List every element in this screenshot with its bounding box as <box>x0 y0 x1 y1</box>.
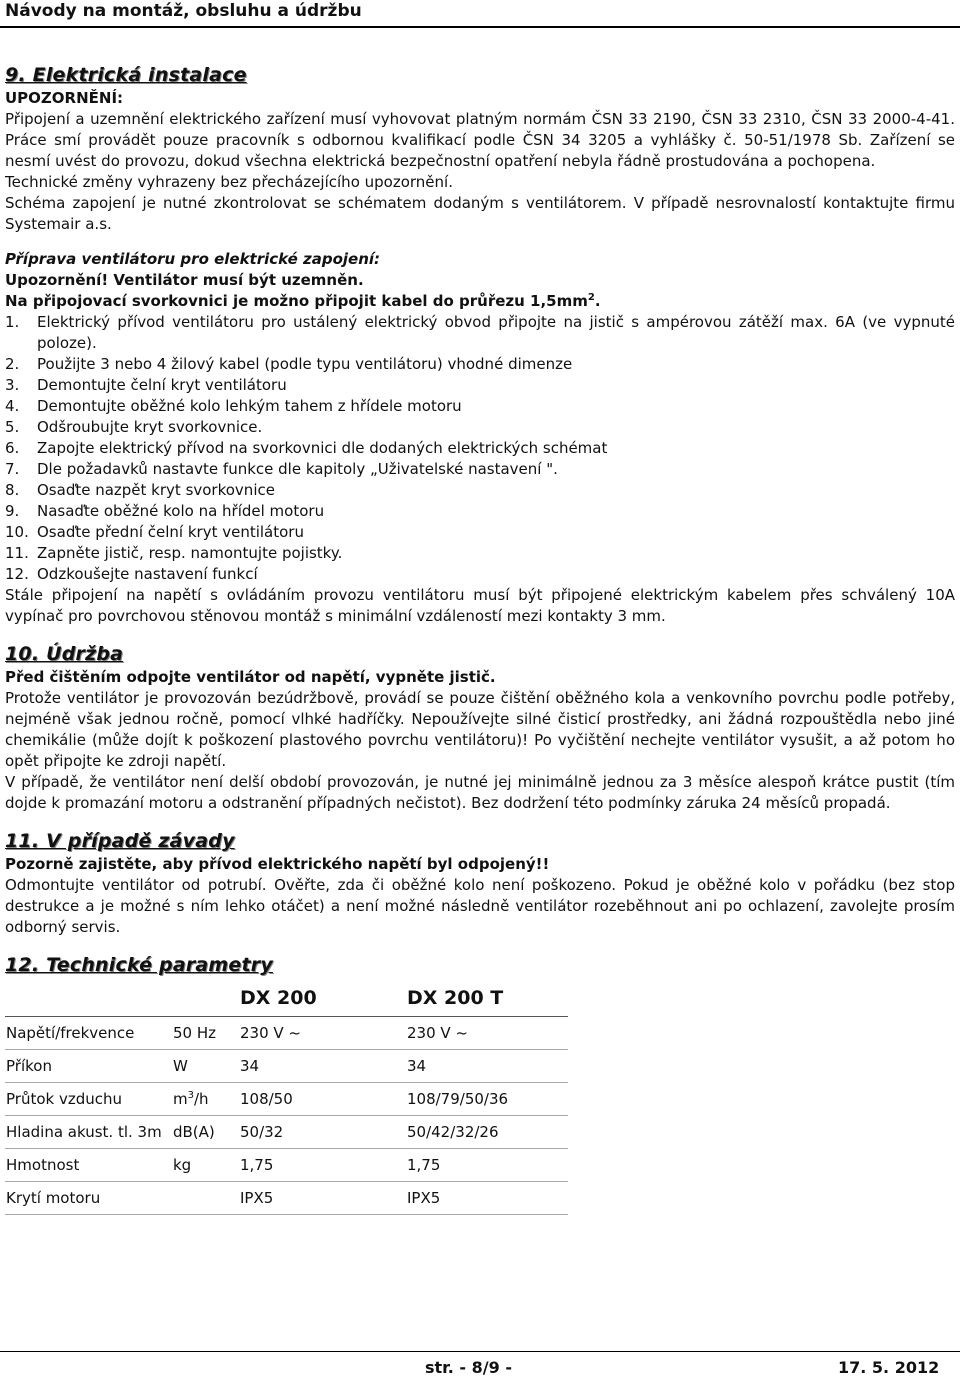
row-label: Příkon <box>5 1050 172 1083</box>
list-item-number: 8. <box>5 481 20 499</box>
value-dx200: IPX5 <box>239 1182 406 1215</box>
list-item-text: Dle požadavků nastavte funkce dle kapitoly „Uživatelské nastavení ". <box>37 460 558 478</box>
section-10-paragraph-1: Protože ventilátor je provozován bezúdržbově, provádí se pouze čištění oběžného kola a venkovního povrchu podle potřeby, nejméně však jednou ročně, pomocí vlhké hadříčky. Nepoužívejte silné čisticí prostředky, ani žádná rozpouštědla nebo jiné chemikálie (může dojít k poškození plastového povrchu ventilátoru)! Po vyčištění nechejte ventilátor vysušit, a až potom ho opět připojte ke zdroji napětí. <box>5 689 955 770</box>
footer-rule <box>0 1351 960 1352</box>
list-item <box>5 501 955 522</box>
value-dx200t: 34 <box>406 1050 568 1083</box>
table-row <box>5 1116 568 1149</box>
value-dx200: 1,75 <box>239 1149 406 1182</box>
warning-heading: UPOZORNĚNÍ: <box>5 89 124 107</box>
section-12-title: 12. Technické parametry <box>5 954 273 976</box>
value-dx200t: 230 V ~ <box>406 1017 568 1050</box>
value-dx200: 34 <box>239 1050 406 1083</box>
list-item-number: 12. <box>5 565 29 583</box>
list-item-text: Elektrický přívod ventilátoru pro ustálený elektrický obvod připojte na jistič s ampérovou zátěží max. 6A (ve vypnuté poloze). <box>37 313 955 352</box>
list-item-text: Osaďte nazpět kryt svorkovnice <box>37 481 275 499</box>
value-dx200: 230 V ~ <box>239 1017 406 1050</box>
section-11-paragraph-1: Odmontujte ventilátor od potrubí. Ověřte, zda či oběžné kolo není poškozeno. Pokud je oběžné kolo v pořádku (bez stop destrukce a je možné s ním lehko otáčet) a není možné následně ventilátor rozeběhnout ani po ochlazení, zavolejte prosím odborný servis. <box>5 876 955 936</box>
row-unit: W <box>172 1050 239 1083</box>
list-item-text: Odšroubujte kryt svorkovnice. <box>37 418 263 436</box>
section-11-title: 11. V případě závady <box>5 830 235 852</box>
list-item <box>5 543 955 564</box>
installation-steps-list <box>5 312 955 585</box>
table-row <box>5 1083 568 1116</box>
value-dx200t: 1,75 <box>406 1149 568 1182</box>
section-9-paragraph-3: Schéma zapojení je nutné zkontrolovat se schématem dodaným s ventilátorem. V případě nesrovnalostí kontaktujte firmu Systemair a.s. <box>5 194 955 233</box>
section-9-title: 9. Elektrická instalace <box>5 64 247 86</box>
value-dx200t: 50/42/32/26 <box>406 1116 568 1149</box>
table-row <box>5 1050 568 1083</box>
list-item-text: Osaďte přední čelní kryt ventilátoru <box>37 523 304 541</box>
preparation-cable-note: Na připojovací svorkovnici je možno připojit kabel do průřezu $1,5mm^2$. <box>5 292 601 310</box>
row-unit: kg <box>172 1149 239 1182</box>
list-item-text: Zapněte jistič, resp. namontujte pojistky. <box>37 544 343 562</box>
list-item-text: Nasaďte oběžné kolo na hřídel motoru <box>37 502 325 520</box>
list-item-number: 6. <box>5 439 20 457</box>
header-rule <box>0 26 960 28</box>
row-unit: dB(A) <box>172 1116 239 1149</box>
preparation-title: Příprava ventilátoru pro elektrické zapojení: <box>5 250 381 268</box>
section-10-lead: Před čištěním odpojte ventilátor od napětí, vypněte jistič. <box>5 668 496 686</box>
list-item <box>5 396 955 417</box>
preparation-warning: Upozornění! Ventilátor musí být uzemněn. <box>5 271 364 289</box>
footer-date: 17. 5. 2012 <box>838 1358 940 1377</box>
list-item-text: Zapojte elektrický přívod na svorkovnici dle dodaných elektrických schémat <box>37 439 608 457</box>
row-unit <box>172 1182 239 1215</box>
page-body <box>5 62 955 1215</box>
technical-parameters-table <box>5 980 568 1215</box>
list-item <box>5 459 955 480</box>
list-item <box>5 564 955 585</box>
column-header-dx200t: DX 200 T <box>406 980 568 1017</box>
value-dx200: 50/32 <box>239 1116 406 1149</box>
list-item-number: 11. <box>5 544 29 562</box>
list-item-text: Odzkoušejte nastavení funkcí <box>37 565 258 583</box>
section-10-title: 10. Údržba <box>5 643 124 665</box>
value-dx200t: 108/79/50/36 <box>406 1083 568 1116</box>
value-dx200t: IPX5 <box>406 1182 568 1215</box>
list-item-text: Demontujte oběžné kolo lehkým tahem z hřídele motoru <box>37 397 462 415</box>
list-item-number: 3. <box>5 376 20 394</box>
list-item-text: Demontujte čelní kryt ventilátoru <box>37 376 287 394</box>
row-unit: 50 Hz <box>172 1017 239 1050</box>
section-9-paragraph-2: Technické změny vyhrazeny bez přecházejícího upozornění. <box>5 173 453 191</box>
list-item-number: 4. <box>5 397 20 415</box>
section-10-paragraph-2: V případě, že ventilátor není delší období provozován, je nutné jej minimálně jednou za 3 měsíce alespoň krátce pustit (tím dojde k promazání motoru a odstranění případných nečistot). Bez dodržení této podmínky záruka 24 měsíců propadá. <box>5 773 955 812</box>
row-label: Krytí motoru <box>5 1182 172 1215</box>
list-item <box>5 312 955 354</box>
table-row <box>5 1149 568 1182</box>
table-row <box>5 1182 568 1215</box>
row-label: Napětí/frekvence <box>5 1017 172 1050</box>
document-header-title: Návody na montáž, obsluhu a údržbu <box>5 1 362 21</box>
list-item-number: 7. <box>5 460 20 478</box>
row-label: Hladina akust. tl. 3m <box>5 1116 172 1149</box>
list-item <box>5 522 955 543</box>
row-label: Hmotnost <box>5 1149 172 1182</box>
column-header-dx200: DX 200 <box>239 980 406 1017</box>
section-9-paragraph-1: Připojení a uzemnění elektrického zařízení musí vyhovovat platným normám ČSN 33 2190, ČSN 33 2310, ČSN 33 2000-4-41. Práce smí provádět pouze pracovník s odbornou kvalifikací podle ČSN 34 3205 a vyhlášky č. 50-51/1978 Sb. Zařízení se nesmí uvést do provozu, dokud všechna elektrická bezpečnostní opatření nebyla řádně prostudována a pochopena. <box>5 110 955 170</box>
section-9-paragraph-4: Stále připojení na napětí s ovládáním provozu ventilátoru musí být připojené elektrickým kabelem přes schválený 10A vypínač pro povrchovou stěnovou montáž s minimální vzdáleností mezi kontakty 3 mm. <box>5 586 955 625</box>
section-11-lead: Pozorně zajistěte, aby přívod elektrického napětí byl odpojený!! <box>5 855 550 873</box>
list-item-number: 9. <box>5 502 20 520</box>
list-item <box>5 417 955 438</box>
list-item-number: 10. <box>5 523 29 541</box>
footer-page-number: str. - 8/9 - <box>425 1358 512 1377</box>
list-item-number: 1. <box>5 313 20 331</box>
value-dx200: 108/50 <box>239 1083 406 1116</box>
list-item <box>5 354 955 375</box>
row-label: Průtok vzduchu <box>5 1083 172 1116</box>
row-unit: $m^3/h$ <box>172 1083 239 1116</box>
list-item-number: 5. <box>5 418 20 436</box>
list-item <box>5 438 955 459</box>
table-row <box>5 1017 568 1050</box>
list-item-number: 2. <box>5 355 20 373</box>
list-item <box>5 375 955 396</box>
list-item <box>5 480 955 501</box>
list-item-text: Použijte 3 nebo 4 žilový kabel (podle typu ventilátoru) vhodné dimenze <box>37 355 573 373</box>
